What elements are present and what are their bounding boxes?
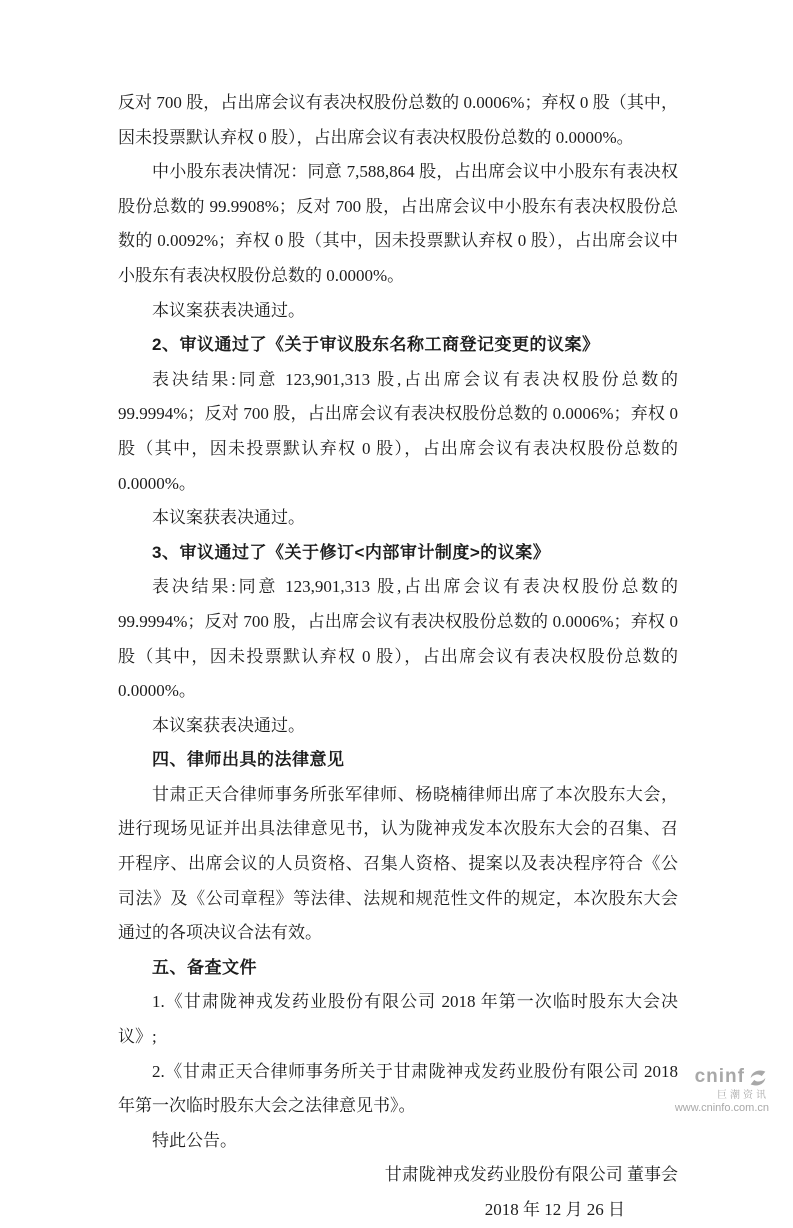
cninfo-brand-text: cninf — [694, 1066, 745, 1088]
cninfo-watermark — [675, 1067, 769, 1114]
cninfo-url: www.cninfo.com.cn — [674, 1101, 769, 1114]
paragraph: 中小股东表决情况：同意 7,588,864 股，占出席会议中小股东有表决权股份总数的 99.9908%；反对 700 股，占出席会议中小股东有表决权股份总数的 0.0092%；弃权 0 股（其中，因未投票默认弃权 0 股），占出席会议中小股东有表决权股份总数的 0.0000%。 — [118, 162, 678, 285]
cninfo-swirl-icon — [747, 1067, 769, 1089]
signature-date: 2018 年 12 月 26 日 — [484, 1200, 625, 1219]
section-heading: 五、备查文件 — [152, 957, 257, 977]
cninfo-logo — [675, 1067, 769, 1089]
paragraph: 表决结果:同意 123,901,313 股,占出席会议有表决权股份总数的 99.9994%；反对 700 股，占出席会议有表决权股份总数的 0.0006%；弃权 0 股（其中，因未投票默认弃权 0 股），占出席会议有表决权股份总数的 0.0000%。 — [118, 369, 678, 493]
paragraph: 本议案获表决通过。 — [152, 508, 305, 528]
paragraph: 1.《甘肃陇神戎发药业股份有限公司 2018 年第一次临时股东大会决议》; — [118, 992, 678, 1047]
section-heading: 四、律师出具的法律意见 — [152, 750, 345, 770]
paragraph: 2.《甘肃正天合律师事务所关于甘肃陇神戎发药业股份有限公司 2018 年第一次临时股东大会之法律意见书》。 — [118, 1061, 678, 1116]
paragraph: 本议案获表决通过。 — [152, 300, 305, 320]
paragraph: 特此公告。 — [152, 1130, 237, 1150]
cninfo-chinese-name: 巨潮资讯 — [717, 1089, 769, 1101]
paragraph: 甘肃正天合律师事务所张军律师、杨晓楠律师出席了本次股东大会，进行现场见证并出具法律意见书，认为陇神戎发本次股东大会的召集、召开程序、出席会议的人员资格、召集人资格、提案以及表决程序符合《公司法》及《公司章程》等法律、法规和规范性文件的规定，本次股东大会通过的各项决议合法有效。 — [118, 784, 678, 943]
section-heading: 3、审议通过了《关于修订<内部审计制度>的议案》 — [152, 542, 551, 562]
signature-company: 甘肃陇神戎发药业股份有限公司 董事会 — [384, 1165, 678, 1185]
paragraph: 本议案获表决通过。 — [152, 715, 305, 735]
paragraph: 反对 700 股，占出席会议有表决权股份总数的 0.0006%；弃权 0 股（其中，因未投票默认弃权 0 股），占出席会议有表决权股份总数的 0.0000%。 — [118, 93, 678, 147]
section-heading: 2、审议通过了《关于审议股东名称工商登记变更的议案》 — [152, 335, 600, 355]
paragraph: 表决结果:同意 123,901,313 股,占出席会议有表决权股份总数的 99.9994%；反对 700 股，占出席会议有表决权股份总数的 0.0006%；弃权 0 股（其中，因未投票默认弃权 0 股），占出席会议有表决权股份总数的 0.0000%。 — [118, 577, 678, 701]
document-body — [118, 86, 678, 1228]
